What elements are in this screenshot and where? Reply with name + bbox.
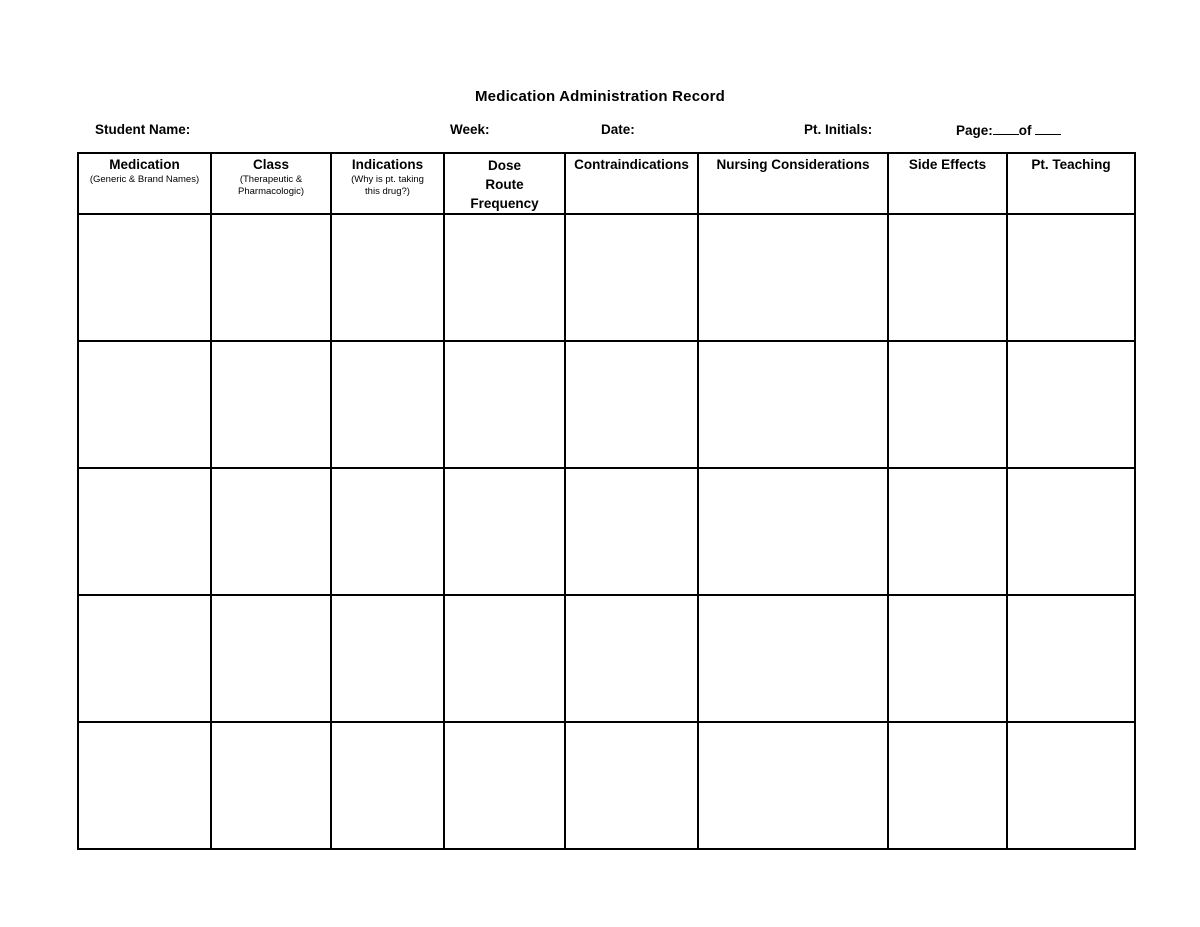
table-cell[interactable] — [331, 214, 444, 341]
table-cell[interactable] — [211, 341, 331, 468]
table-cell[interactable] — [698, 595, 888, 722]
table-cell[interactable] — [888, 341, 1007, 468]
table-cell[interactable] — [211, 595, 331, 722]
column-header-label: Contraindications — [574, 157, 689, 172]
column-header-label: Pt. Teaching — [1031, 157, 1111, 172]
column-header-medication — [78, 153, 211, 214]
table-cell[interactable] — [565, 722, 698, 849]
table-cell[interactable] — [78, 468, 211, 595]
table-cell[interactable] — [78, 341, 211, 468]
date-field[interactable] — [601, 122, 635, 137]
table-cell[interactable] — [565, 468, 698, 595]
table-cell[interactable] — [444, 468, 565, 595]
table-row — [78, 341, 1135, 468]
table-cell[interactable] — [331, 468, 444, 595]
table-cell[interactable] — [698, 341, 888, 468]
column-header-contraindications — [565, 153, 698, 214]
week-field[interactable] — [450, 122, 490, 137]
student-name-label: Student Name: — [95, 122, 191, 137]
table-cell[interactable] — [565, 341, 698, 468]
column-header-side-effects — [888, 153, 1007, 214]
table-cell[interactable] — [698, 214, 888, 341]
table-row — [78, 722, 1135, 849]
medication-record-table — [77, 152, 1136, 850]
table-row — [78, 214, 1135, 341]
table-cell[interactable] — [444, 214, 565, 341]
table-cell[interactable] — [78, 722, 211, 849]
table-cell[interactable] — [1007, 722, 1135, 849]
table-cell[interactable] — [444, 595, 565, 722]
column-header-indications — [331, 153, 444, 214]
column-header-label-frequency: Frequency — [470, 196, 539, 211]
table-row — [78, 595, 1135, 722]
column-header-label-route: Route — [485, 177, 524, 192]
student-name-field[interactable] — [95, 122, 190, 137]
column-header-nursing-considerations — [698, 153, 888, 214]
table-cell[interactable] — [331, 341, 444, 468]
table-cell[interactable] — [888, 595, 1007, 722]
table-cell[interactable] — [1007, 214, 1135, 341]
header-row — [78, 153, 1135, 214]
table-cell[interactable] — [211, 468, 331, 595]
table-cell[interactable] — [698, 468, 888, 595]
table-cell[interactable] — [1007, 468, 1135, 595]
table-row — [78, 468, 1135, 595]
table-cell[interactable] — [888, 214, 1007, 341]
of-label: of — [1018, 123, 1032, 138]
table-cell[interactable] — [444, 722, 565, 849]
column-header-dose-route-frequency — [444, 153, 565, 214]
column-header-label: Nursing Considerations — [716, 157, 870, 172]
column-header-sub: (Why is pt. taking this drug?) — [351, 174, 424, 197]
table-cell[interactable] — [211, 722, 331, 849]
table-cell[interactable] — [331, 595, 444, 722]
pt-initials-label: Pt. Initials: — [804, 122, 873, 137]
table-cell[interactable] — [211, 214, 331, 341]
week-label: Week: — [450, 122, 490, 137]
table-cell[interactable] — [565, 595, 698, 722]
pt-initials-field[interactable] — [804, 122, 872, 137]
column-header-sub: (Generic & Brand Names) — [89, 174, 200, 185]
table-cell[interactable] — [1007, 595, 1135, 722]
column-header-label: Medication — [109, 157, 180, 172]
table-cell[interactable] — [444, 341, 565, 468]
column-header-label: Indications — [351, 157, 424, 172]
page-total-blank[interactable] — [1035, 122, 1061, 135]
table-cell[interactable] — [888, 722, 1007, 849]
table-cell[interactable] — [888, 468, 1007, 595]
page-label: Page: — [956, 123, 993, 138]
column-header-label-dose: Dose — [487, 158, 521, 173]
column-header-label: Class — [252, 157, 290, 172]
table-cell[interactable] — [78, 595, 211, 722]
date-label: Date: — [601, 122, 635, 137]
table-cell[interactable] — [331, 722, 444, 849]
table-cell[interactable] — [1007, 341, 1135, 468]
column-header-label: Side Effects — [908, 157, 987, 172]
table-cell[interactable] — [565, 214, 698, 341]
page-field[interactable] — [956, 122, 1061, 138]
table-body — [78, 214, 1135, 849]
column-header-sub: (Therapeutic & Pharmacologic) — [238, 174, 304, 197]
table-cell[interactable] — [78, 214, 211, 341]
page-number-blank[interactable] — [993, 122, 1019, 135]
table-cell[interactable] — [698, 722, 888, 849]
page-title: Medication Administration Record — [474, 88, 726, 105]
column-header-class — [211, 153, 331, 214]
column-header-pt-teaching — [1007, 153, 1135, 214]
